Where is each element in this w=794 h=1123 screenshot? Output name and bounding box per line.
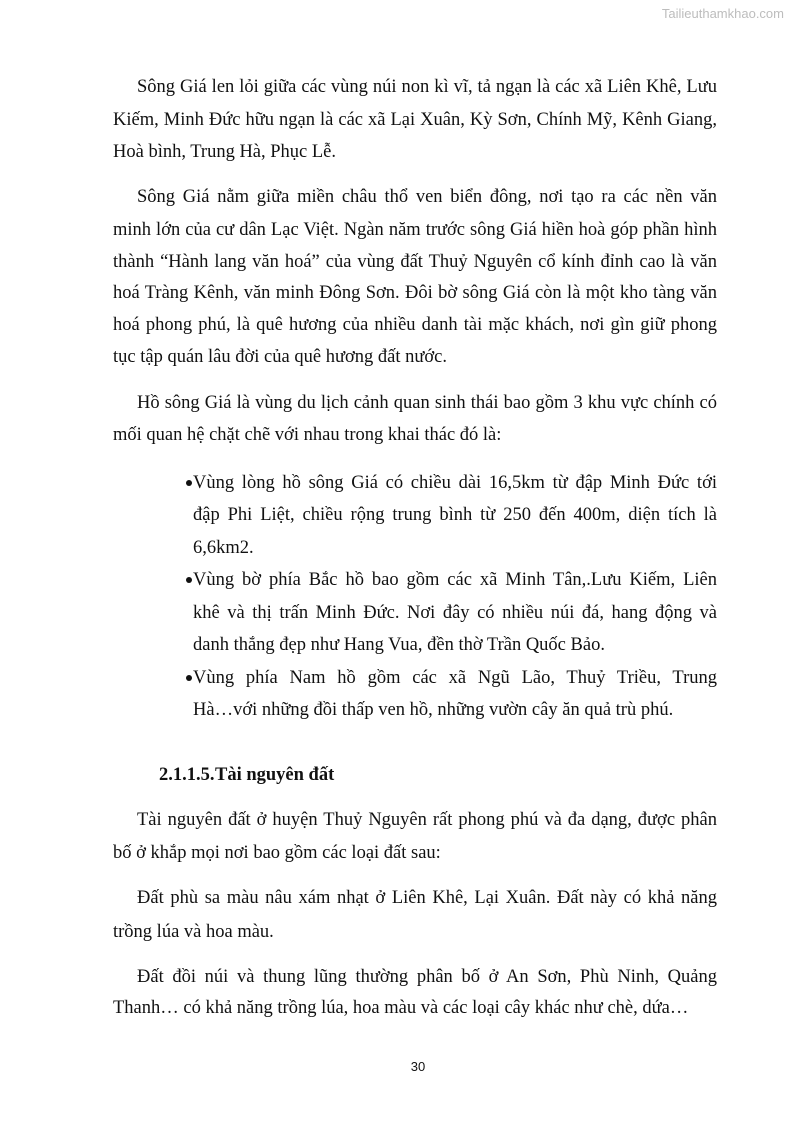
bullet-icon [186,480,192,486]
bullet-icon [186,577,192,583]
paragraph-line: Tài nguyên đất ở huyện Thuỷ Nguyên rất phong phú và đa dạng, được phân [137,810,717,830]
section-number: 2.1.1.5. [159,765,215,785]
bullet-item-line: khê và thị trấn Minh Đức. Nơi đây có nhiều núi đá, hang động và [193,603,717,623]
paragraph-line: Kiếm, Minh Đức hữu ngạn là các xã Lại Xuân, Kỳ Sơn, Chính Mỹ, Kênh Giang, [113,110,717,130]
paragraph-line: thành “Hành lang văn hoá” của vùng đất Thuỷ Nguyên cổ kính đỉnh cao là văn [113,252,717,272]
paragraph-line: Sông Giá len lỏi giữa các vùng núi non kì vĩ, tả ngạn là các xã Liên Khê, Lưu [137,77,717,97]
bullet-item-line: Vùng bờ phía Bắc hồ bao gồm các xã Minh Tân,.Lưu Kiếm, Liên [193,570,717,590]
bullet-item-line: danh thắng đẹp như Hang Vua, đền thờ Trần Quốc Bảo. [193,635,605,655]
paragraph-line: Hoà bình, Trung Hà, Phục Lễ. [113,142,337,162]
section-title: Tài nguyên đất [215,765,335,785]
paragraph-line: hoá phong phú, là quê hương của nhiều danh tài mặc khách, nơi gìn giữ phong [113,315,717,335]
bullet-icon [186,675,192,681]
bullet-item-line: Hà…với những đồi thấp ven hồ, những vườn cây ăn quả trù phú. [193,700,674,720]
bullet-item-line: đập Phi Liệt, chiều rộng trung bình từ 250 đến 400m, diện tích là [193,505,717,525]
paragraph-line: Thanh… có khả năng trồng lúa, hoa màu và các loại cây khác như chè, dứa… [113,998,689,1018]
paragraph-line: trồng lúa và hoa màu. [113,922,274,942]
paragraph-line: Sông Giá nằm giữa miền châu thổ ven biển đông, nơi tạo ra các nền văn [137,187,717,207]
paragraph-line: mối quan hệ chặt chẽ với nhau trong khai thác đó là: [113,425,502,445]
paragraph-line: Đất đồi núi và thung lũng thường phân bố ở An Sơn, Phù Ninh, Quảng [137,967,717,987]
bullet-item-line: Vùng phía Nam hồ gồm các xã Ngũ Lão, Thuỷ Triều, Trung [193,668,717,688]
bullet-item-line: 6,6km2. [193,538,254,558]
paragraph-line: tục tập quán lâu đời của quê hương đất nước. [113,347,448,367]
bullet-item-line: Vùng lòng hồ sông Giá có chiều dài 16,5km từ đập Minh Đức tới [193,473,717,493]
paragraph-line: bố ở khắp mọi nơi bao gồm các loại đất sau: [113,843,441,863]
paragraph-line: Hồ sông Giá là vùng du lịch cảnh quan sinh thái bao gồm 3 khu vực chính có [137,393,717,413]
paragraph-line: hoá Tràng Kênh, văn minh Đông Sơn. Đôi bờ sông Giá còn là một kho tàng văn [113,283,717,303]
watermark: Tailieuthamkhao.com [661,6,784,21]
paragraph-line: minh lớn của cư dân Lạc Việt. Ngàn năm trước sông Giá hiền hoà góp phần hình [113,220,717,240]
page-number: 30 [410,1059,426,1074]
section-heading [159,764,334,786]
paragraph-line: Đất phù sa màu nâu xám nhạt ở Liên Khê, Lại Xuân. Đất này có khả năng [137,888,717,908]
